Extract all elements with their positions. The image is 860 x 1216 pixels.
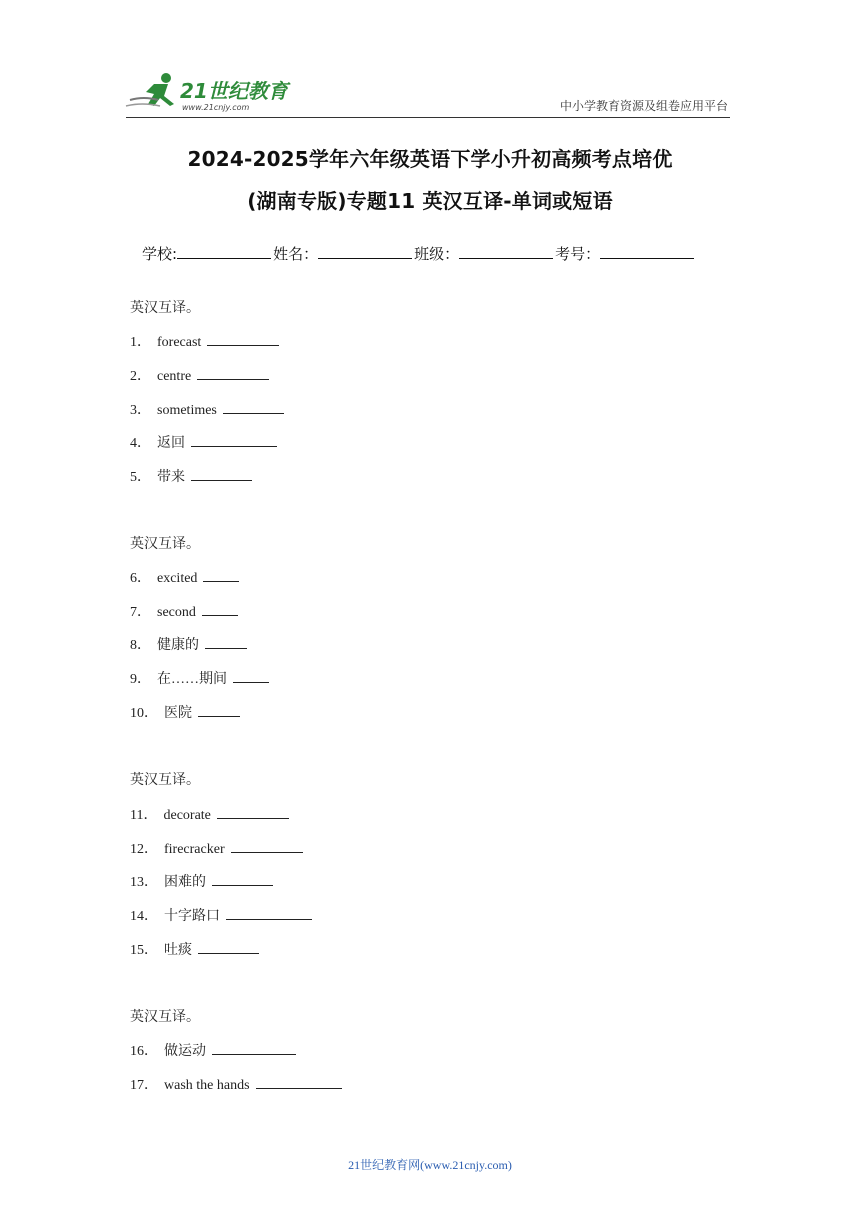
answer-blank[interactable]: [217, 806, 289, 819]
question-number: 16．: [130, 1044, 158, 1059]
question-item: [130, 432, 277, 452]
question-number: 14．: [130, 909, 158, 924]
question-text: centre: [157, 369, 192, 384]
name-field[interactable]: [318, 243, 412, 259]
header-platform-text: 中小学教育资源及组卷应用平台: [559, 99, 728, 113]
page-title-line1: 2024-2025学年六年级英语下学小升初高频考点培优: [187, 147, 673, 171]
question-text: decorate: [163, 808, 211, 823]
question-item: [130, 804, 289, 824]
question-number: 7．: [130, 605, 151, 620]
answer-blank[interactable]: [256, 1076, 342, 1089]
exam-no-field[interactable]: [600, 243, 694, 259]
class-label: 班级：: [414, 245, 460, 263]
answer-blank[interactable]: [198, 704, 240, 717]
question-number: 6．: [130, 571, 151, 586]
question-number: 8．: [130, 638, 151, 653]
question-text: 困难的: [164, 875, 206, 890]
answer-blank[interactable]: [202, 603, 238, 616]
answer-blank[interactable]: [212, 1042, 296, 1055]
header-divider: [126, 117, 730, 118]
school-field[interactable]: [177, 243, 271, 259]
exam-no-label: 考号：: [555, 245, 601, 263]
question-number: 15．: [130, 943, 158, 958]
question-text: second: [157, 605, 196, 620]
question-text: 十字路口: [164, 909, 220, 924]
question-number: 13．: [130, 875, 158, 890]
question-text: 做运动: [164, 1044, 206, 1059]
site-logo: [124, 70, 294, 114]
logo-text: 21世纪教育: [180, 79, 288, 103]
question-number: 4．: [130, 436, 151, 451]
question-item: [130, 399, 284, 419]
question-item: [130, 365, 269, 385]
section-instruction: 英汉互译。: [130, 300, 200, 316]
answer-blank[interactable]: [231, 840, 303, 853]
question-item: [130, 1040, 296, 1060]
question-item: [130, 634, 247, 654]
runner-logo-icon: [126, 73, 174, 106]
question-number: 5．: [130, 470, 151, 485]
question-item: [130, 702, 240, 722]
question-item: [130, 1074, 342, 1094]
student-info-row: [142, 243, 696, 264]
question-number: 2．: [130, 369, 151, 384]
question-item: [130, 905, 312, 925]
answer-blank[interactable]: [212, 873, 273, 886]
question-text: sometimes: [157, 403, 217, 418]
answer-blank[interactable]: [233, 670, 269, 683]
school-label: 学校:: [142, 245, 178, 263]
question-item: [130, 567, 239, 587]
question-number: 17．: [130, 1078, 158, 1093]
answer-blank[interactable]: [198, 941, 259, 954]
question-text: 在……期间: [157, 672, 227, 687]
answer-blank[interactable]: [226, 907, 312, 920]
question-text: excited: [157, 571, 198, 586]
answer-blank[interactable]: [197, 367, 269, 380]
question-number: 1．: [130, 335, 151, 350]
question-text: 健康的: [157, 638, 199, 653]
question-text: forecast: [157, 335, 202, 350]
question-text: 吐痰: [164, 943, 192, 958]
answer-blank[interactable]: [223, 401, 284, 414]
question-number: 3．: [130, 403, 151, 418]
question-text: 医院: [164, 706, 192, 721]
question-number: 11．: [130, 808, 158, 823]
question-item: [130, 331, 279, 351]
section-instruction: 英汉互译。: [130, 536, 200, 552]
question-text: firecracker: [164, 842, 225, 857]
question-number: 10．: [130, 706, 158, 721]
page-title-line2: (湖南专版)专题11 英汉互译-单词或短语: [247, 189, 613, 213]
answer-blank[interactable]: [205, 636, 247, 649]
question-text: 返回: [157, 436, 185, 451]
question-number: 9．: [130, 672, 151, 687]
question-item: [130, 939, 259, 959]
logo-url: www.21cnjy.com: [182, 103, 250, 112]
question-item: [130, 601, 238, 621]
question-number: 12．: [130, 842, 158, 857]
question-item: [130, 871, 273, 891]
question-item: [130, 668, 269, 688]
footer-link[interactable]: 21世纪教育网(www.21cnjy.com): [348, 1158, 512, 1172]
answer-blank[interactable]: [191, 468, 252, 481]
name-label: 姓名：: [273, 245, 319, 263]
section-instruction: 英汉互译。: [130, 772, 200, 788]
question-item: [130, 838, 303, 858]
section-instruction: 英汉互译。: [130, 1009, 200, 1025]
answer-blank[interactable]: [207, 333, 279, 346]
class-field[interactable]: [459, 243, 553, 259]
question-item: [130, 466, 252, 486]
answer-blank[interactable]: [191, 434, 277, 447]
question-text: wash the hands: [164, 1078, 250, 1093]
answer-blank[interactable]: [203, 569, 239, 582]
question-text: 带来: [157, 470, 185, 485]
